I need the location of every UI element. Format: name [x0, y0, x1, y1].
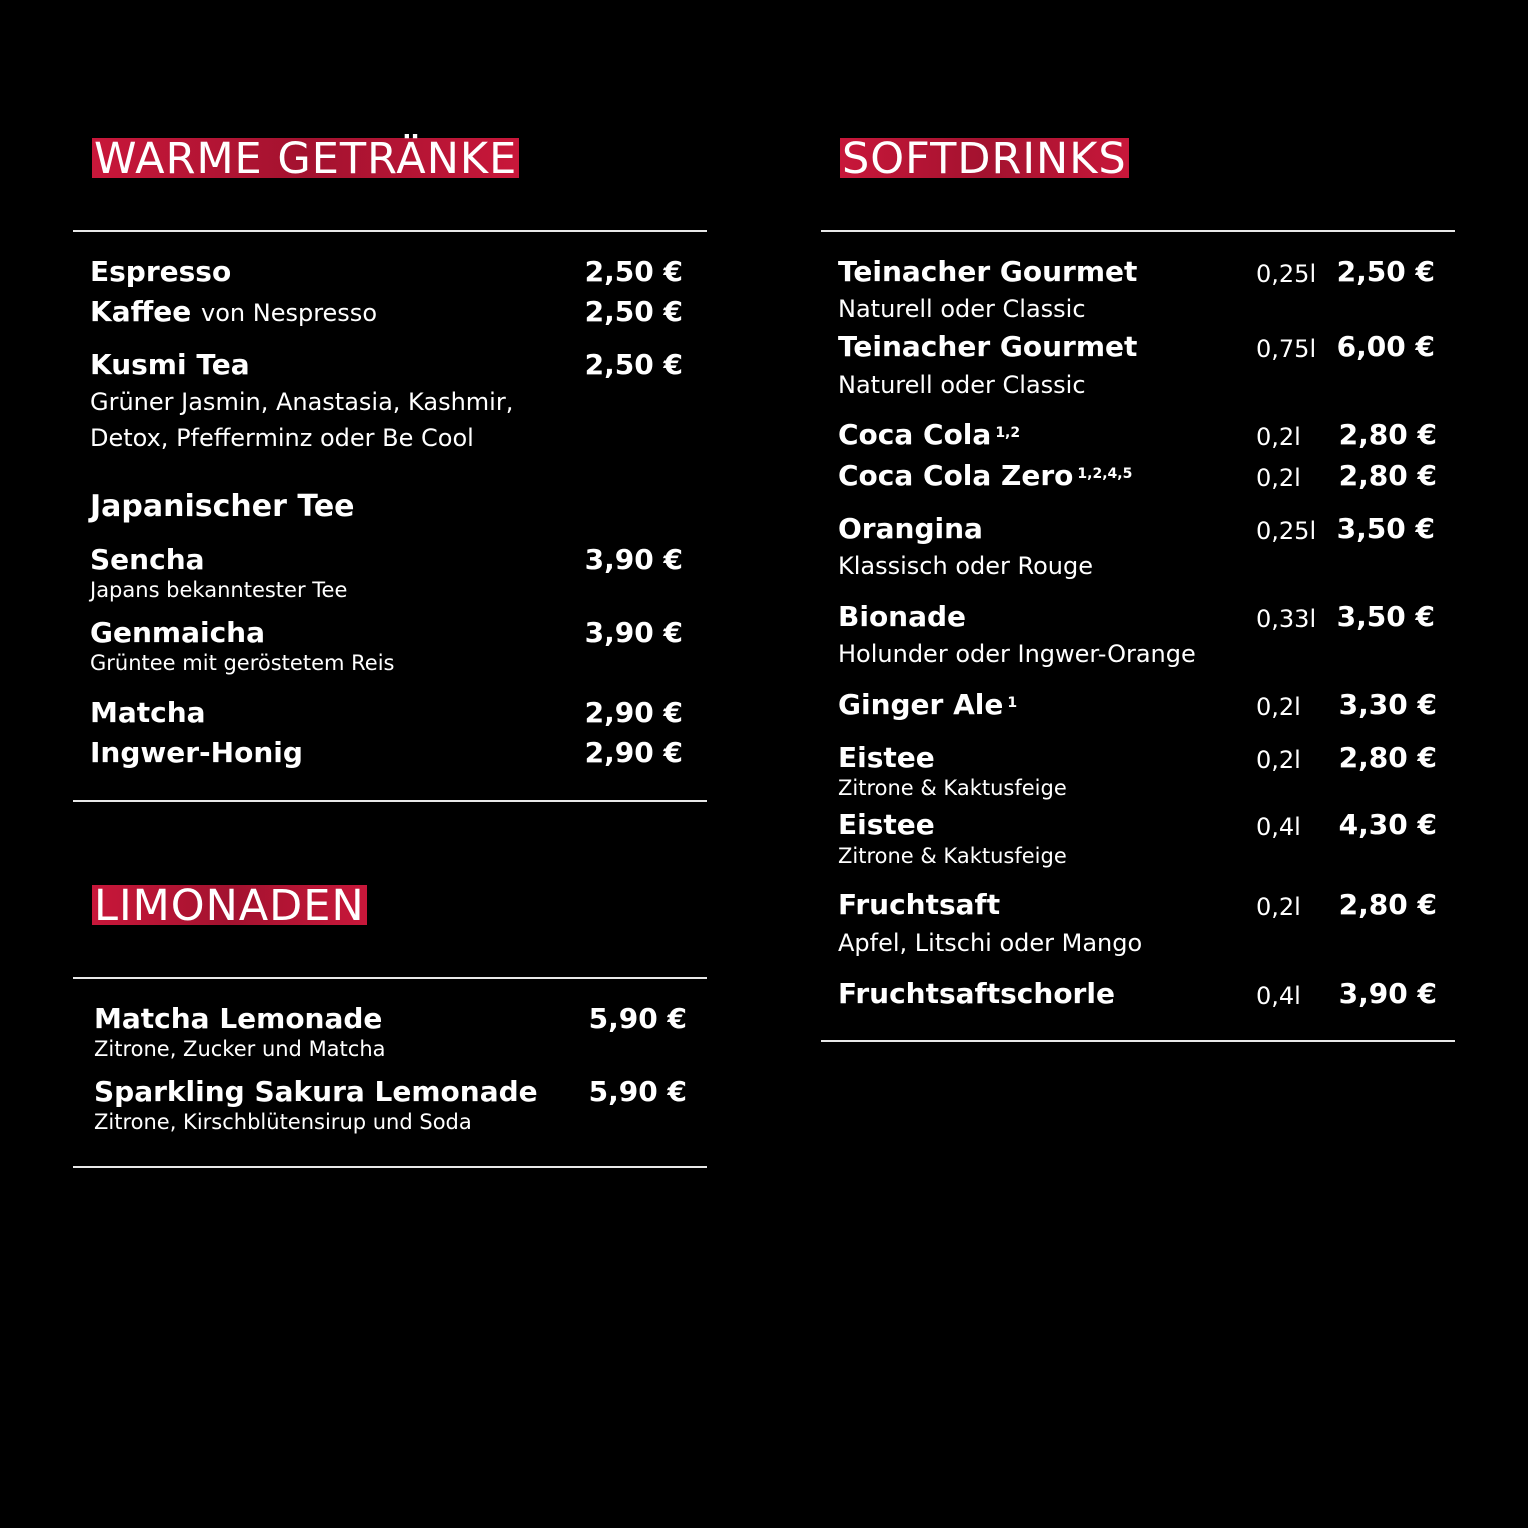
item-volume-orangina: 0,25l: [1256, 517, 1317, 545]
item-desc-sencha: Japans bekanntester Tee: [90, 578, 348, 602]
item-desc-bionade: Holunder oder Ingwer-Orange: [838, 640, 1196, 668]
item-volume-fruchtsaft: 0,2l: [1256, 893, 1301, 921]
item-name-matcha: Matcha: [90, 696, 206, 729]
item-name-teinacher-gourmet-025: Teinacher Gourmet: [838, 255, 1138, 288]
divider: [73, 1166, 707, 1168]
item-name-eistee-04: Eistee: [838, 808, 935, 841]
item-volume-eistee-04: 0,4l: [1256, 813, 1301, 841]
item-desc-teinacher-gourmet-025: Naturell oder Classic: [838, 295, 1086, 323]
section-title-warme-getraenke: WARME GETRÄNKE: [94, 134, 518, 184]
item-price-orangina: 3,50 €: [1336, 512, 1435, 545]
item-name-ingwer-honig: Ingwer-Honig: [90, 736, 303, 769]
item-desc-genmaicha: Grüntee mit geröstetem Reis: [90, 651, 395, 675]
item-price-eistee-02: 2,80 €: [1338, 741, 1437, 774]
item-volume-eistee-02: 0,2l: [1256, 746, 1301, 774]
item-name-kusmi-tea: Kusmi Tea: [90, 348, 250, 381]
divider: [73, 230, 707, 232]
item-name-kaffee-label: Kaffee: [90, 295, 192, 328]
item-name-coca-cola-label: Coca Cola: [838, 418, 992, 451]
section-title-softdrinks: SOFTDRINKS: [842, 134, 1127, 184]
subheading-japanischer-tee: Japanischer Tee: [90, 489, 355, 524]
item-name-coca-cola-zero: [838, 459, 1132, 493]
item-name-ginger-ale-label: Ginger Ale: [838, 688, 1004, 721]
item-name-coca-cola-zero-label: Coca Cola Zero: [838, 459, 1074, 492]
item-name-sencha: Sencha: [90, 543, 205, 576]
item-price-teinacher-gourmet-025: 2,50 €: [1336, 255, 1435, 288]
item-footnote-coca-cola: 1,2: [995, 425, 1021, 441]
item-price-matcha: 2,90 €: [584, 696, 683, 729]
item-price-coca-cola: 2,80 €: [1338, 418, 1437, 451]
item-volume-teinacher-gourmet-075: 0,75l: [1256, 335, 1317, 363]
item-desc-kusmi-tea-1: Grüner Jasmin, Anastasia, Kashmir,: [90, 388, 514, 416]
item-name-fruchtsaft: Fruchtsaft: [838, 888, 1001, 921]
item-name-sparkling-sakura-lemonade: Sparkling Sakura Lemonade: [94, 1075, 538, 1108]
item-price-teinacher-gourmet-075: 6,00 €: [1336, 330, 1435, 363]
item-volume-coca-cola-zero: 0,2l: [1256, 464, 1301, 492]
item-volume-bionade: 0,33l: [1256, 605, 1317, 633]
item-price-kusmi-tea: 2,50 €: [584, 348, 683, 381]
item-footnote-ginger-ale: 1: [1007, 695, 1018, 711]
item-name-teinacher-gourmet-075: Teinacher Gourmet: [838, 330, 1138, 363]
item-name-espresso: Espresso: [90, 255, 232, 288]
item-desc-matcha-lemonade: Zitrone, Zucker und Matcha: [94, 1037, 386, 1061]
item-volume-fruchtsaftschorle: 0,4l: [1256, 982, 1301, 1010]
item-name-bionade: Bionade: [838, 600, 967, 633]
item-desc-teinacher-gourmet-075: Naturell oder Classic: [838, 371, 1086, 399]
item-volume-coca-cola: 0,2l: [1256, 423, 1301, 451]
item-volume-teinacher-gourmet-025: 0,25l: [1256, 260, 1317, 288]
item-desc-kusmi-tea-2: Detox, Pfefferminz oder Be Cool: [90, 424, 474, 452]
divider: [73, 977, 707, 979]
item-name-ginger-ale: [838, 688, 1017, 722]
divider: [821, 1040, 1455, 1042]
item-name-eistee-02: Eistee: [838, 741, 935, 774]
item-price-espresso: 2,50 €: [584, 255, 683, 288]
item-desc-eistee-04: Zitrone & Kaktusfeige: [838, 844, 1067, 868]
item-name-genmaicha: Genmaicha: [90, 616, 265, 649]
item-name-kaffee: [90, 295, 377, 330]
item-footnote-coca-cola-zero: 1,2,4,5: [1077, 466, 1133, 482]
item-price-ginger-ale: 3,30 €: [1338, 688, 1437, 721]
item-desc-fruchtsaft: Apfel, Litschi oder Mango: [838, 929, 1143, 957]
section-title-limonaden: LIMONADEN: [94, 881, 365, 931]
item-name-orangina: Orangina: [838, 512, 983, 545]
item-price-ingwer-honig: 2,90 €: [584, 736, 683, 769]
divider: [821, 230, 1455, 232]
item-price-genmaicha: 3,90 €: [584, 616, 683, 649]
item-desc-eistee-02: Zitrone & Kaktusfeige: [838, 776, 1067, 800]
item-name-matcha-lemonade: Matcha Lemonade: [94, 1002, 383, 1035]
item-price-fruchtsaftschorle: 3,90 €: [1338, 977, 1437, 1010]
divider: [73, 800, 707, 802]
item-price-eistee-04: 4,30 €: [1338, 808, 1437, 841]
item-price-sparkling-sakura-lemonade: 5,90 €: [588, 1075, 687, 1108]
item-desc-sparkling-sakura-lemonade: Zitrone, Kirschblütensirup und Soda: [94, 1110, 472, 1134]
item-name-fruchtsaftschorle: Fruchtsaftschorle: [838, 977, 1115, 1010]
item-price-fruchtsaft: 2,80 €: [1338, 888, 1437, 921]
item-volume-ginger-ale: 0,2l: [1256, 693, 1301, 721]
item-desc-orangina: Klassisch oder Rouge: [838, 552, 1093, 580]
item-price-sencha: 3,90 €: [584, 543, 683, 576]
item-price-coca-cola-zero: 2,80 €: [1338, 459, 1437, 492]
item-name-coca-cola: [838, 418, 1020, 452]
item-price-kaffee: 2,50 €: [584, 295, 683, 328]
item-price-matcha-lemonade: 5,90 €: [588, 1002, 687, 1035]
item-name-kaffee-extra: von Nespresso: [201, 299, 377, 327]
item-price-bionade: 3,50 €: [1336, 600, 1435, 633]
